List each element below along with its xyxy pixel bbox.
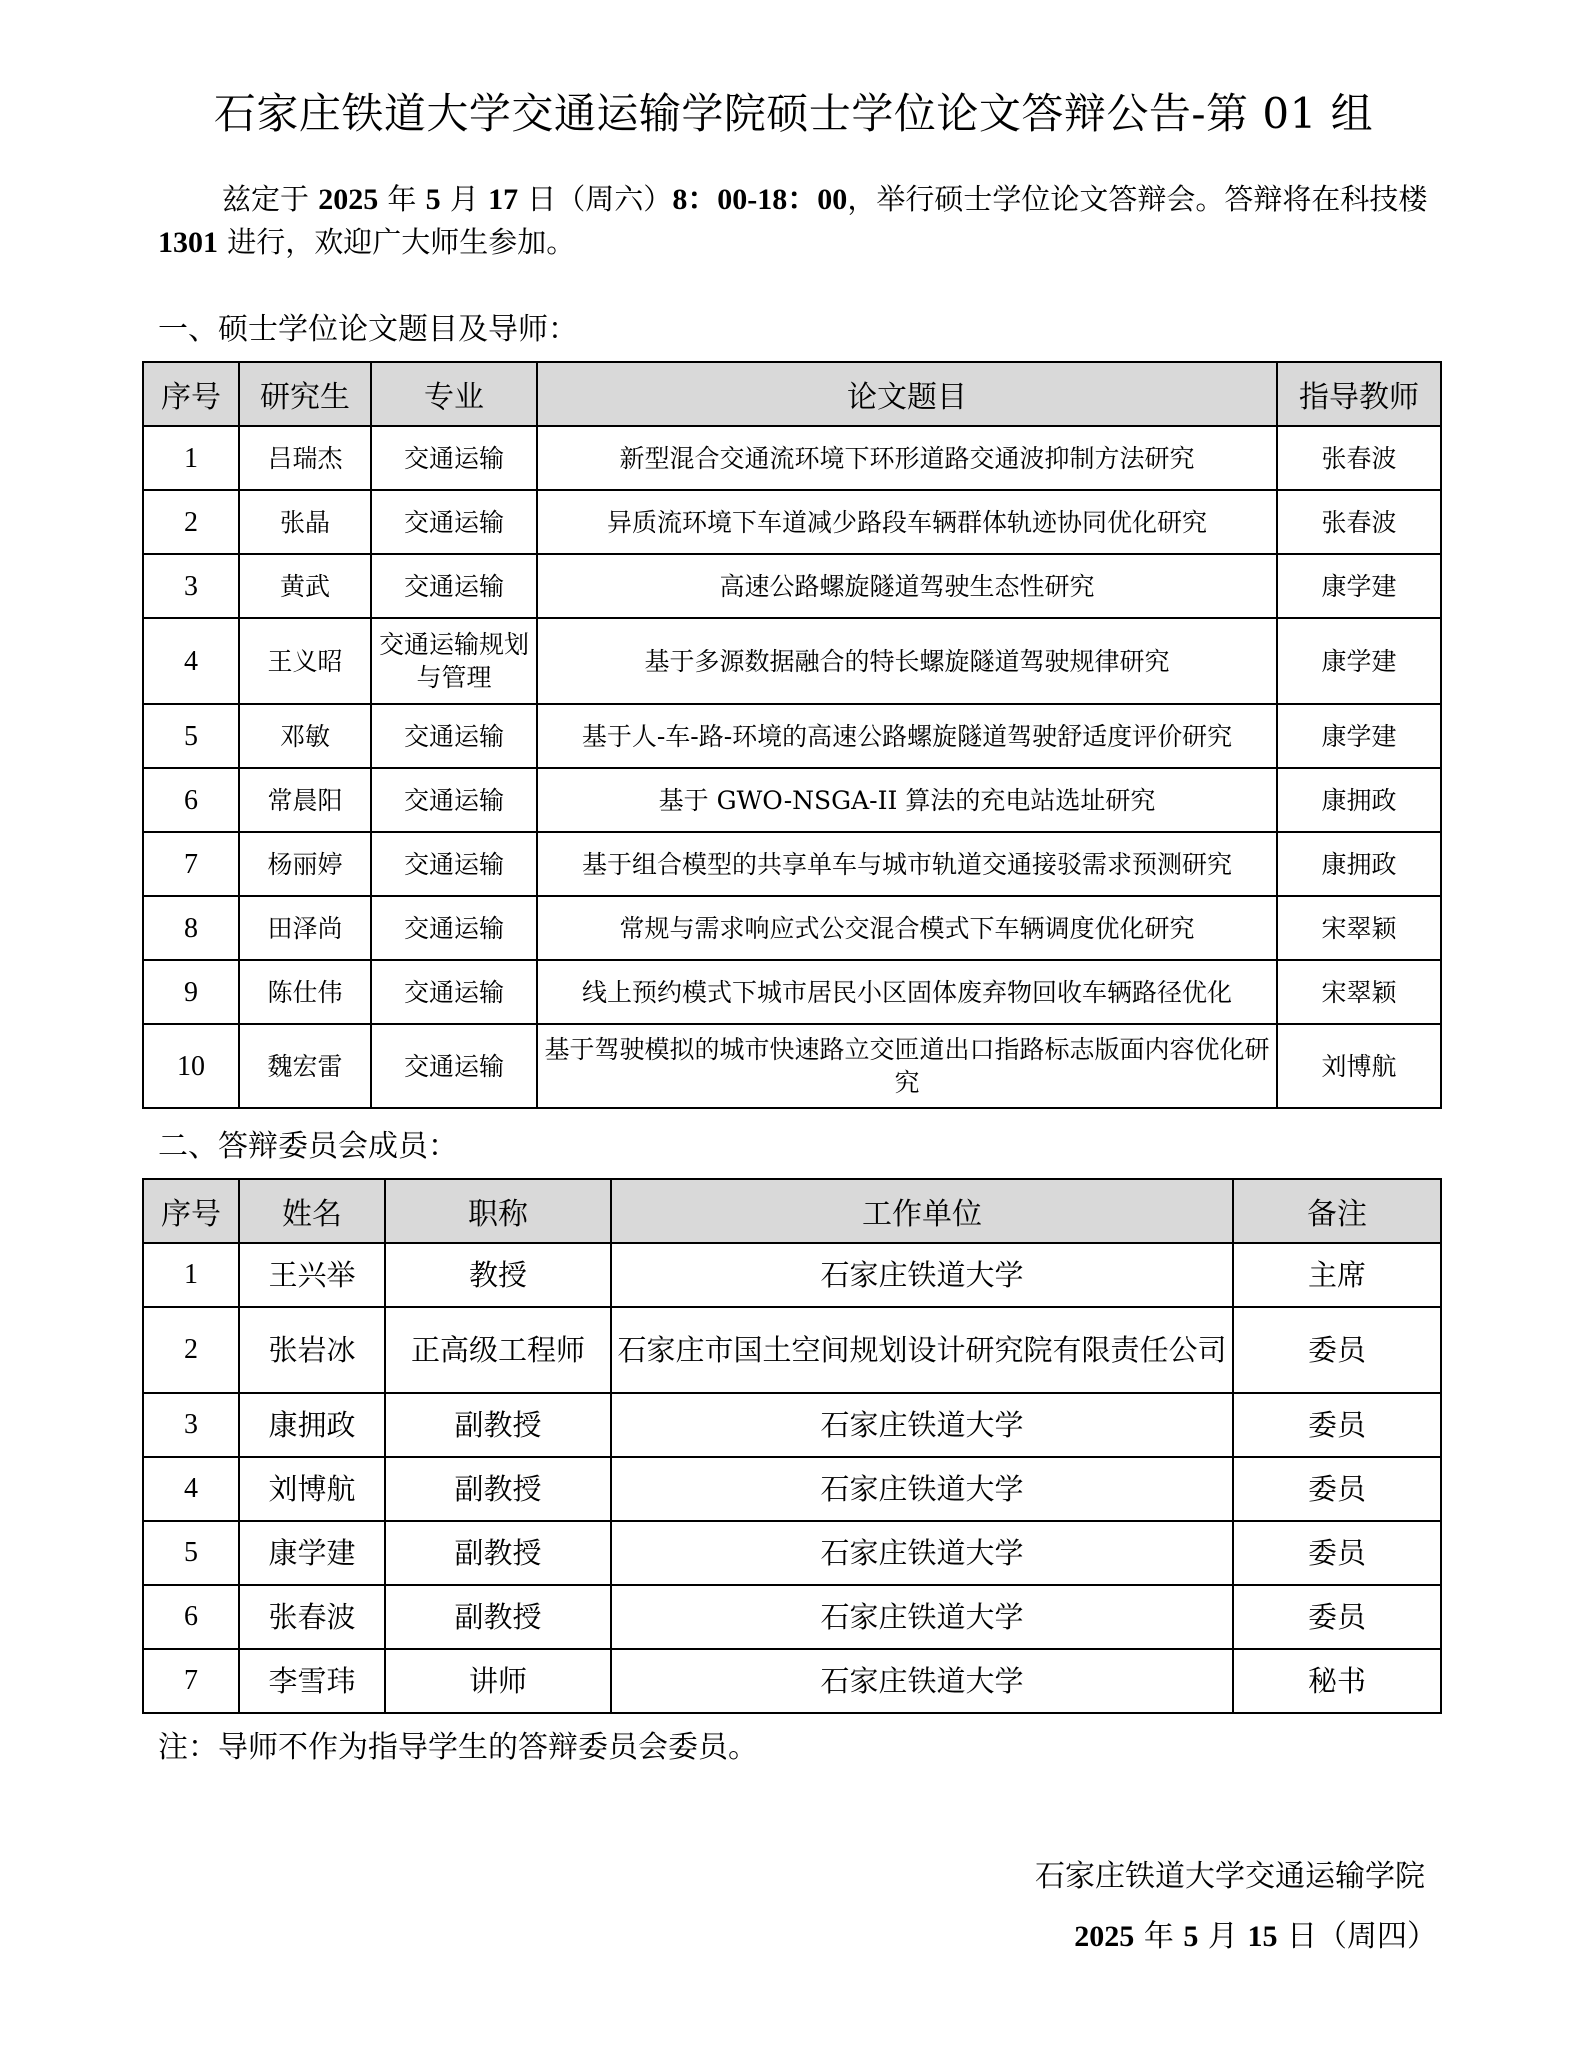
table-row	[143, 1457, 1441, 1521]
intro-text: 进行，欢迎广大师生参加。	[218, 225, 576, 259]
table-cell: 石家庄铁道大学	[611, 1393, 1233, 1457]
table-cell: 线上预约模式下城市居民小区固体废弃物回收车辆路径优化	[537, 960, 1277, 1024]
table-cell: 石家庄铁道大学	[611, 1243, 1233, 1307]
table-cell: 委员	[1233, 1521, 1441, 1585]
table-cell: 主席	[1233, 1243, 1441, 1307]
intro-month: 5	[425, 183, 441, 216]
table-cell: 交通运输	[371, 896, 537, 960]
table-cell: 宋翠颖	[1277, 960, 1441, 1024]
table-cell: 石家庄铁道大学	[611, 1649, 1233, 1713]
table-cell: 李雪玮	[239, 1649, 385, 1713]
table-cell: 基于驾驶模拟的城市快速路立交匝道出口指路标志版面内容优化研究	[537, 1024, 1277, 1108]
table-cell: 委员	[1233, 1585, 1441, 1649]
table-cell: 交通运输	[371, 960, 537, 1024]
table-cell: 1	[143, 1243, 239, 1307]
table-cell: 7	[143, 1649, 239, 1713]
table-cell: 委员	[1233, 1457, 1441, 1521]
table-cell: 3	[143, 1393, 239, 1457]
table-cell: 2	[143, 490, 239, 554]
table-cell: 常晨阳	[239, 768, 371, 832]
table-cell: 张春波	[1277, 490, 1441, 554]
table-cell: 4	[143, 1457, 239, 1521]
table-cell: 张春波	[1277, 426, 1441, 490]
table-cell: 魏宏雷	[239, 1024, 371, 1108]
table-cell: 刘博航	[239, 1457, 385, 1521]
table-cell: 高速公路螺旋隧道驾驶生态性研究	[537, 554, 1277, 618]
table-cell: 吕瑞杰	[239, 426, 371, 490]
intro-text: 兹定于	[222, 182, 319, 216]
date-text: 年	[1134, 1919, 1184, 1954]
table-header-row	[143, 1179, 1441, 1243]
table-row	[143, 1521, 1441, 1585]
column-header: 研究生	[239, 362, 371, 426]
table-cell: 交通运输	[371, 832, 537, 896]
table-row	[143, 618, 1441, 704]
table-cell: 委员	[1233, 1307, 1441, 1393]
table-row	[143, 768, 1441, 832]
table-cell: 8	[143, 896, 239, 960]
table-cell: 黄武	[239, 554, 371, 618]
table-cell: 交通运输	[371, 554, 537, 618]
table-cell: 7	[143, 832, 239, 896]
table-cell: 交通运输	[371, 1024, 537, 1108]
intro-time: 8：00-18：00	[672, 183, 848, 216]
table-cell: 石家庄铁道大学	[611, 1521, 1233, 1585]
table-header-row	[143, 362, 1441, 426]
table-cell: 张春波	[239, 1585, 385, 1649]
table-cell: 交通运输	[371, 704, 537, 768]
intro-text: 月	[440, 182, 489, 216]
table-cell: 5	[143, 1521, 239, 1585]
thesis-table	[142, 361, 1442, 1109]
date-day: 15	[1247, 1920, 1278, 1953]
table-cell: 张岩冰	[239, 1307, 385, 1393]
table-cell: 张晶	[239, 490, 371, 554]
table-cell: 2	[143, 1307, 239, 1393]
date-text: 日（周四）	[1277, 1919, 1437, 1954]
table-cell: 讲师	[385, 1649, 611, 1713]
table-row	[143, 832, 1441, 896]
intro-text: 日（周六）	[518, 182, 673, 216]
section-heading-committee: 二、答辩委员会成员：	[158, 1129, 458, 1164]
committee-table	[142, 1178, 1442, 1714]
table-cell: 石家庄铁道大学	[611, 1585, 1233, 1649]
column-header: 序号	[143, 362, 239, 426]
table-cell: 3	[143, 554, 239, 618]
column-header: 论文题目	[537, 362, 1277, 426]
table-row	[143, 554, 1441, 618]
intro-text: 年	[378, 182, 426, 216]
table-cell: 石家庄市国土空间规划设计研究院有限责任公司	[611, 1307, 1233, 1393]
table-cell: 基于 GWO-NSGA-II 算法的充电站选址研究	[537, 768, 1277, 832]
intro-year: 2025	[318, 183, 379, 216]
date-year: 2025	[1074, 1920, 1135, 1953]
table-cell: 异质流环境下车道减少路段车辆群体轨迹协同优化研究	[537, 490, 1277, 554]
table-cell: 交通运输规划与管理	[371, 618, 537, 704]
table-cell: 石家庄铁道大学	[611, 1457, 1233, 1521]
section-heading-thesis: 一、硕士学位论文题目及导师：	[158, 312, 578, 347]
table-row	[143, 1393, 1441, 1457]
table-cell: 6	[143, 1585, 239, 1649]
table-cell: 副教授	[385, 1585, 611, 1649]
date-month: 5	[1183, 1920, 1199, 1953]
table-cell: 陈仕伟	[239, 960, 371, 1024]
table-row	[143, 1585, 1441, 1649]
intro-text: ，举行硕士学位论文答辩会。答辩将在科技楼	[847, 182, 1428, 216]
intro-paragraph	[158, 178, 1438, 264]
table-row	[143, 704, 1441, 768]
table-cell: 基于人-车-路-环境的高速公路螺旋隧道驾驶舒适度评价研究	[537, 704, 1277, 768]
table-cell: 刘博航	[1277, 1024, 1441, 1108]
date-text: 月	[1198, 1919, 1248, 1954]
table-row	[143, 426, 1441, 490]
table-row	[143, 1649, 1441, 1713]
column-header: 专业	[371, 362, 537, 426]
column-header: 职称	[385, 1179, 611, 1243]
intro-room: 1301	[158, 226, 218, 259]
table-cell: 康拥政	[239, 1393, 385, 1457]
table-cell: 1	[143, 426, 239, 490]
table-cell: 副教授	[385, 1457, 611, 1521]
signature-date	[1074, 1917, 1437, 1957]
table-cell: 交通运输	[371, 490, 537, 554]
column-header: 姓名	[239, 1179, 385, 1243]
table-cell: 教授	[385, 1243, 611, 1307]
table-cell: 5	[143, 704, 239, 768]
table-cell: 康拥政	[1277, 768, 1441, 832]
column-header: 序号	[143, 1179, 239, 1243]
table-cell: 常规与需求响应式公交混合模式下车辆调度优化研究	[537, 896, 1277, 960]
table-cell: 4	[143, 618, 239, 704]
table-cell: 田泽尚	[239, 896, 371, 960]
table-cell: 康学建	[1277, 618, 1441, 704]
table-cell: 王兴举	[239, 1243, 385, 1307]
table-cell: 杨丽婷	[239, 832, 371, 896]
column-header: 备注	[1233, 1179, 1441, 1243]
signature-organization: 石家庄铁道大学交通运输学院	[1035, 1859, 1425, 1894]
column-header: 指导教师	[1277, 362, 1441, 426]
table-cell: 宋翠颖	[1277, 896, 1441, 960]
table-row	[143, 960, 1441, 1024]
table-row	[143, 490, 1441, 554]
table-row	[143, 896, 1441, 960]
table-cell: 康学建	[1277, 554, 1441, 618]
table-cell: 委员	[1233, 1393, 1441, 1457]
table-row	[143, 1024, 1441, 1108]
column-header: 工作单位	[611, 1179, 1233, 1243]
table-cell: 9	[143, 960, 239, 1024]
table-cell: 交通运输	[371, 768, 537, 832]
page-title: 石家庄铁道大学交通运输学院硕士学位论文答辩公告-第 01 组	[213, 89, 1374, 138]
table-cell: 副教授	[385, 1393, 611, 1457]
table-cell: 交通运输	[371, 426, 537, 490]
table-cell: 6	[143, 768, 239, 832]
table-cell: 副教授	[385, 1521, 611, 1585]
table-cell: 正高级工程师	[385, 1307, 611, 1393]
table-cell: 基于组合模型的共享单车与城市轨道交通接驳需求预测研究	[537, 832, 1277, 896]
intro-day: 17	[488, 183, 519, 216]
table-cell: 基于多源数据融合的特长螺旋隧道驾驶规律研究	[537, 618, 1277, 704]
table-cell: 康学建	[239, 1521, 385, 1585]
table-cell: 10	[143, 1024, 239, 1108]
table-cell: 康拥政	[1277, 832, 1441, 896]
footnote: 注：导师不作为指导学生的答辩委员会委员。	[158, 1730, 758, 1765]
table-cell: 康学建	[1277, 704, 1441, 768]
table-row	[143, 1243, 1441, 1307]
table-cell: 新型混合交通流环境下环形道路交通波抑制方法研究	[537, 426, 1277, 490]
table-cell: 王义昭	[239, 618, 371, 704]
table-cell: 秘书	[1233, 1649, 1441, 1713]
table-cell: 邓敏	[239, 704, 371, 768]
table-row	[143, 1307, 1441, 1393]
